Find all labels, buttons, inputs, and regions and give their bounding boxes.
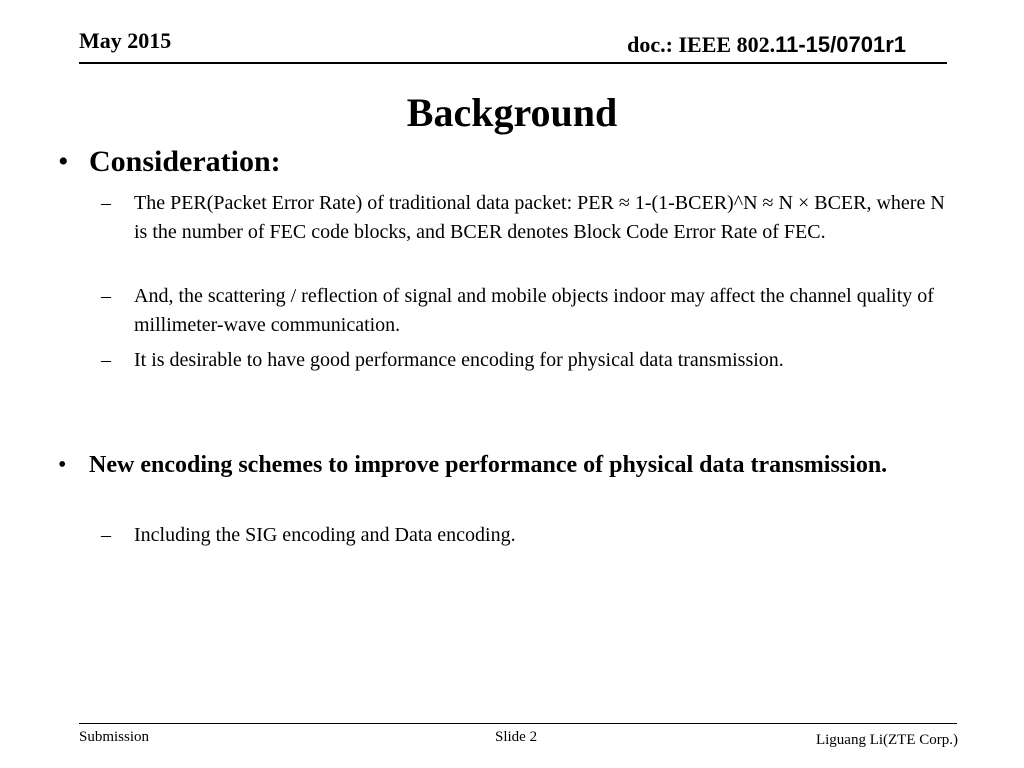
footer-slide-number: Slide 2 [495,729,538,745]
header-date: May 2015 [79,28,172,53]
header-doc-number [627,32,906,58]
doc-number: 11-15/0701r1 [775,32,906,57]
bullet-text: Consideration: [89,145,281,178]
subitem-marker: – [101,349,111,371]
footer-divider [79,723,957,724]
bullet-text: New encoding schemes to improve performance of physical data transmission. [89,452,888,478]
footer-submission: Submission [79,729,150,745]
subitem-text: And, the scattering / reflection of signal and mobile objects indoor may affect the channel quality of millimeter-wave communication. [134,285,934,336]
bullet-marker: • [58,145,69,178]
header-divider [79,62,947,64]
subitem-text: It is desirable to have good performance encoding for physical data transmission. [134,349,784,371]
footer-author: Liguang Li(ZTE Corp.) [815,732,958,748]
subitem-text: The PER(Packet Error Rate) of traditional data packet: PER ≈ 1-(1-BCER)^N ≈ N × BCER, where N is the number of FEC code blocks, and BCER denotes Block Code Error Rate of FEC. [134,192,945,243]
subitem-marker: – [101,285,111,307]
subitem-marker: – [101,192,111,214]
slide-title: Background [406,90,618,135]
subitem-text: Including the SIG encoding and Data encoding. [134,524,516,546]
doc-prefix: doc.: IEEE 802. [627,32,776,57]
subitem-marker: – [101,524,111,546]
bullet-marker: • [58,452,67,478]
